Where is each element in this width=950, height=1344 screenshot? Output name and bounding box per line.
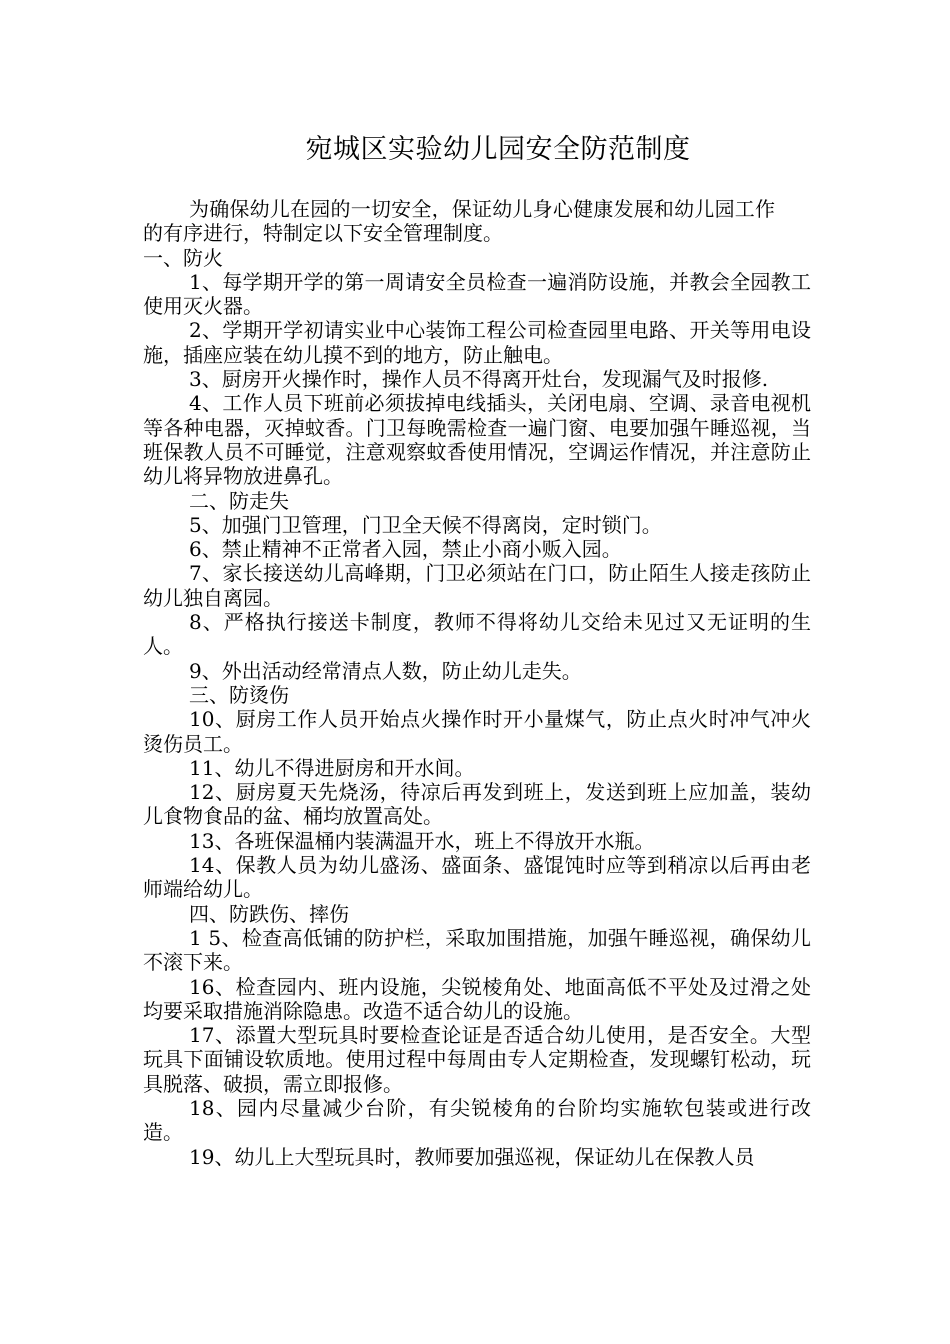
paragraph: 13、各班保温桶内装满温开水，班上不得放开水瓶。 bbox=[189, 828, 655, 853]
paragraph: 11、幼儿不得进厨房和开水间。 bbox=[189, 755, 475, 780]
paragraph: 19、幼儿上大型玩具时，教师要加强巡视，保证幼儿在保教人员 bbox=[189, 1144, 755, 1169]
paragraph: 16、检查园内、班内设施，尖锐棱角处、地面高低不平处及过滑之处均要采取措施消除隐患。改造不适合幼儿的设施。 bbox=[143, 974, 811, 1023]
paragraph: 三、防烫伤 bbox=[189, 682, 289, 707]
paragraph: 9、外出活动经常清点人数，防止幼儿走失。 bbox=[189, 658, 582, 683]
paragraph: 7、家长接送幼儿高峰期，门卫必须站在门口，防止陌生人接走孩防止幼儿独自离园。 bbox=[143, 561, 811, 610]
paragraph: 5、加强门卫管理，门卫全天候不得离岗，定时锁门。 bbox=[189, 512, 662, 537]
paragraph: 18、园内尽量减少台阶，有尖锐棱角的台阶均实施软包装或进行改造。 bbox=[143, 1095, 811, 1145]
document-title: 宛城区实验幼儿园安全防范制度 bbox=[305, 134, 691, 165]
paragraph: 1、每学期开学的第一周请安全员检查一遍消防设施，并教会全园教工使用灭火器。 bbox=[143, 269, 811, 319]
paragraph: 17、添置大型玩具时要检查论证是否适合幼儿使用，是否安全。大型玩具下面铺设软质地。使用过程中每周由专人定期检查，发现螺钉松动，玩具脱落、破损，需立即报修。 bbox=[143, 1023, 811, 1096]
paragraph: 10、厨房工作人员开始点火操作时开小量煤气，防止点火时冲气冲火烫伤员工。 bbox=[143, 707, 811, 756]
paragraph: 四、防跌伤、摔伤 bbox=[189, 901, 349, 926]
paragraph: 6、禁止精神不正常者入园，禁止小商小贩入园。 bbox=[189, 537, 622, 562]
paragraph: 14、保教人员为幼儿盛汤、盛面条、盛馄饨时应等到稍凉以后再由老师端给幼儿。 bbox=[143, 853, 811, 902]
paragraph: 3、厨房开火操作时，操作人员不得离开灶台，发现漏气及时报修. bbox=[189, 367, 769, 392]
paragraph: 一、防火 bbox=[143, 245, 223, 270]
paragraph: 4、工作人员下班前必须拔掉电线插头，关闭电扇、空调、录音电视机等各种电器，灭掉蚊香。门卫每晚需检查一遍门窗、电要加强午睡巡视，当班保教人员不可睡觉，注意观察蚊香使用情况，空调运作情况，并注意防止幼儿将异物放进鼻孔。 bbox=[143, 391, 811, 489]
document-body bbox=[143, 197, 811, 1169]
paragraph: 8、严格执行接送卡制度，教师不得将幼儿交给未见过又无证明的生人。 bbox=[143, 610, 811, 659]
paragraph: 2、学期开学初请实业中心装饰工程公司检查园里电路、开关等用电设施，插座应装在幼儿摸不到的地方，防止触电。 bbox=[143, 318, 811, 367]
paragraph: 为确保幼儿在园的一切安全，保证幼儿身心健康发展和幼儿园工作的有序进行，特制定以下安全管理制度。 bbox=[143, 197, 775, 246]
paragraph: 1 5、检查高低铺的防护栏，采取加围措施，加强午睡巡视，确保幼儿不滚下来。 bbox=[143, 925, 811, 975]
paragraph: 二、防走失 bbox=[189, 488, 289, 513]
paragraph: 12、厨房夏天先烧汤，待凉后再发到班上，发送到班上应加盖，装幼儿食物食品的盆、桶均放置高处。 bbox=[143, 780, 811, 829]
